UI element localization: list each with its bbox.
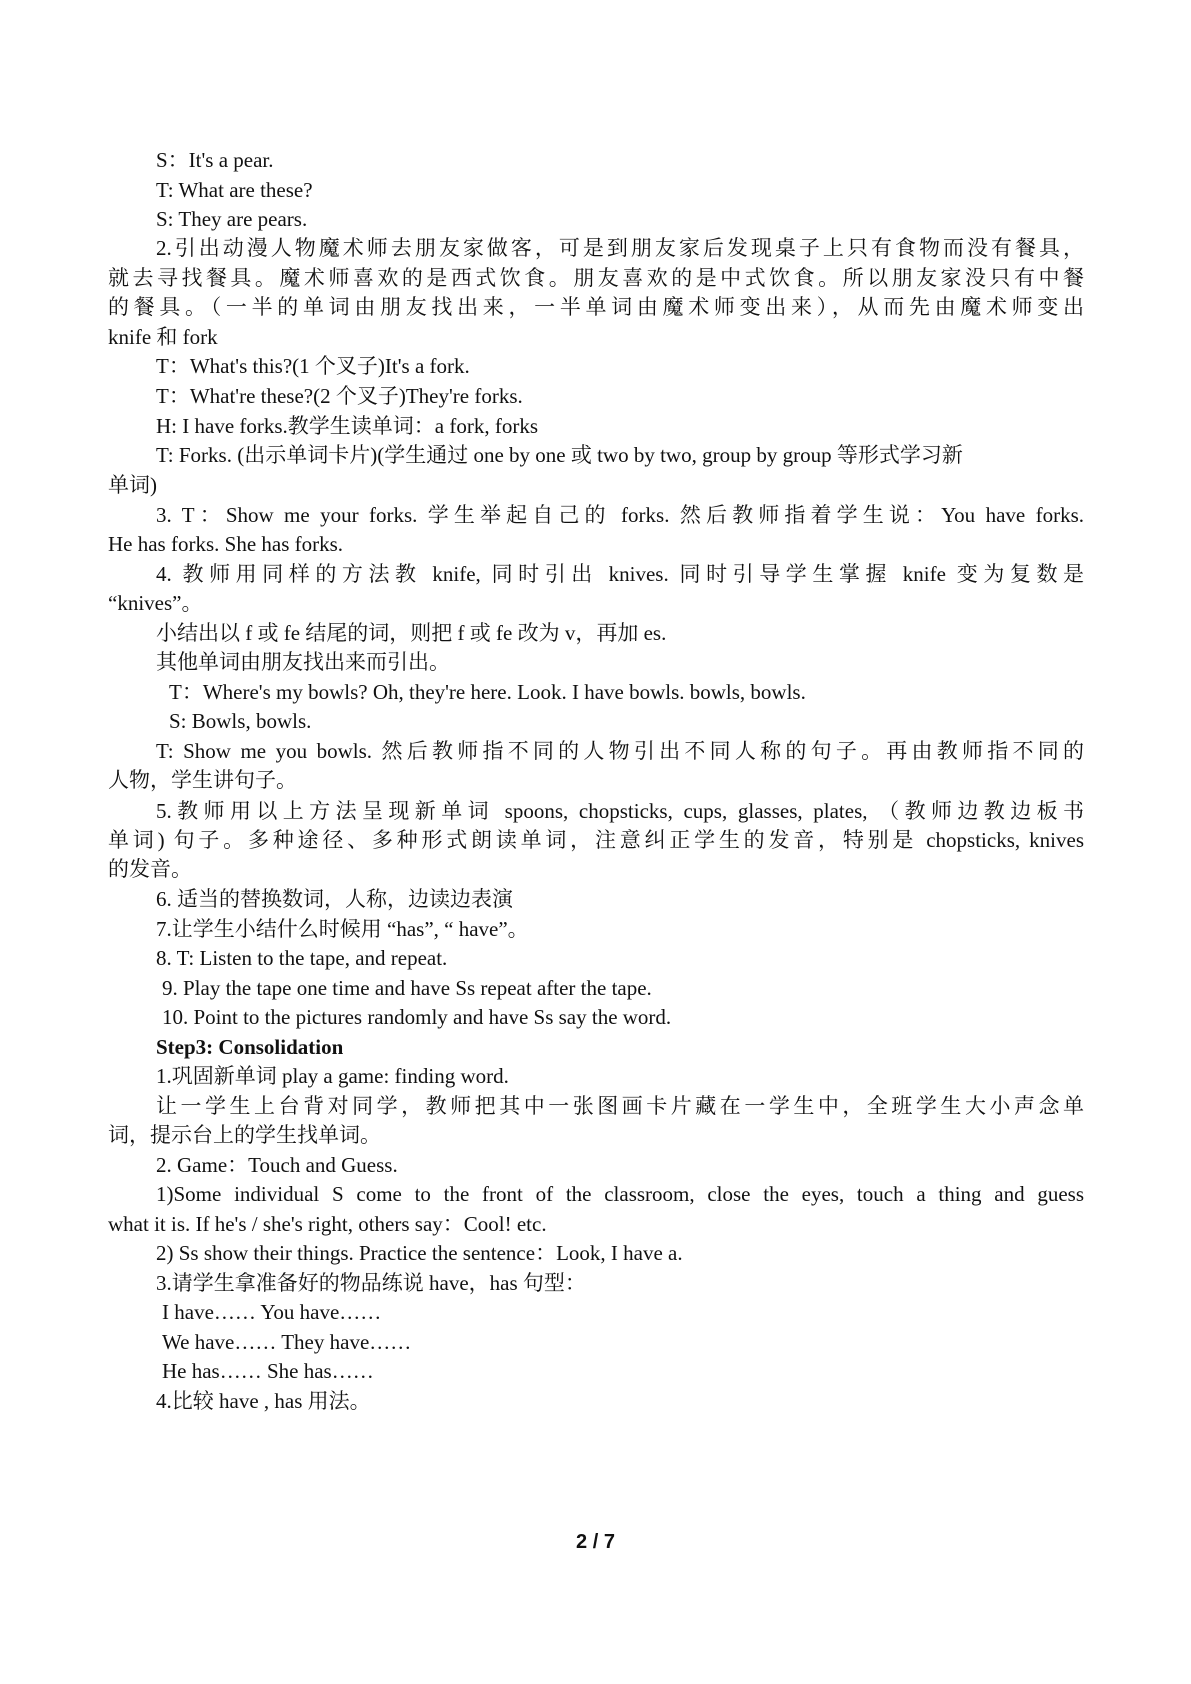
text-line: 4. 教师用同样的方法教 knife, 同时引出 knives. 同时引导学生掌握 knife 变为复数是 <box>156 562 1084 586</box>
text-line: T：Where's my bowls? Oh, they're here. Look. I have bowls. bowls, bowls. <box>169 680 806 704</box>
text-line: 2.引出动漫人物魔术师去朋友家做客，可是到朋友家后发现桌子上只有食物而没有餐具， <box>156 236 1084 260</box>
text-line: what it is. If he's / she's right, others say：Cool! etc. <box>108 1212 547 1236</box>
text-line: 3.请学生拿准备好的物品练说 have，has 句型： <box>156 1271 586 1295</box>
page-number: 2 / 7 <box>576 1531 615 1553</box>
text-line: T: What are these? <box>156 178 313 202</box>
text-line: S：It's a pear. <box>156 148 274 172</box>
text-line: 的餐具。（一半的单词由朋友找出来，一半单词由魔术师变出来），从而先由魔术师变出 <box>108 295 1084 319</box>
text-line: 的发音。 <box>108 857 192 881</box>
text-line: T：What's this?(1 个叉子)It's a fork. <box>156 354 470 378</box>
text-line: 其他单词由朋友找出来而引出。 <box>156 650 450 674</box>
text-line: He has forks. She has forks. <box>108 532 344 556</box>
text-line: H: I have forks.教学生读单词：a fork, forks <box>156 414 539 438</box>
text-line: 单词) 句子。多种途径、多种形式朗读单词，注意纠正学生的发音，特别是 chopsticks, knives <box>108 828 1084 852</box>
text-line: 5.教师用以上方法呈现新单词 spoons, chopsticks, cups, glasses, plates, （教师边教边板书 <box>156 799 1084 823</box>
text-line: 2) Ss show their things. Practice the sentence：Look, I have a. <box>156 1241 683 1265</box>
text-line: 7.让学生小结什么时候用 “has”, “ have”。 <box>156 917 529 941</box>
text-line: We have…… They have…… <box>162 1330 412 1354</box>
text-line: 1.巩固新单词 play a game: finding word. <box>156 1064 509 1088</box>
text-line: S: They are pears. <box>156 207 308 231</box>
text-line: I have…… You have…… <box>162 1300 382 1324</box>
text-line: T: Show me you bowls. 然后教师指不同的人物引出不同人称的句子。再由教师指不同的 <box>156 739 1084 763</box>
text-line: 8. T: Listen to the tape, and repeat. <box>156 946 448 970</box>
text-line: knife 和 fork <box>108 325 218 349</box>
text-line: T：What're these?(2 个叉子)They're forks. <box>156 384 523 408</box>
text-line: 4.比较 have , has 用法。 <box>156 1389 371 1413</box>
text-line: S: Bowls, bowls. <box>169 709 312 733</box>
text-line: “knives”。 <box>108 591 203 615</box>
text-line: 让一学生上台背对同学，教师把其中一张图画卡片藏在一学生中，全班学生大小声念单 <box>156 1094 1084 1118</box>
text-line: 10. Point to the pictures randomly and have Ss say the word. <box>162 1005 672 1029</box>
text-line: T: Forks. (出示单词卡片)(学生通过 one by one 或 two by two, group by group 等形式学习新 <box>156 443 963 467</box>
text-line: 9. Play the tape one time and have Ss repeat after the tape. <box>162 976 652 1000</box>
text-line: 词，提示台上的学生找单词。 <box>108 1123 381 1147</box>
text-line: 单词) <box>108 473 157 497</box>
text-line: 1)Some individual S come to the front of the classroom, close the eyes, touch a thing and guess <box>156 1182 1084 1206</box>
section-heading: Step3: Consolidation <box>156 1035 344 1059</box>
text-line: He has…… She has…… <box>162 1359 374 1383</box>
text-line: 6. 适当的替换数词，人称，边读边表演 <box>156 887 513 911</box>
text-line: 3. T：Show me your forks. 学生举起自己的 forks. 然后教师指着学生说：You have forks. <box>156 503 1084 527</box>
text-line: 人物，学生讲句子。 <box>108 768 297 792</box>
text-line: 就去寻找餐具。魔术师喜欢的是西式饮食。朋友喜欢的是中式饮食。所以朋友家没只有中餐 <box>108 266 1084 290</box>
text-line: 2. Game：Touch and Guess. <box>156 1153 398 1177</box>
text-line: 小结出以 f 或 fe 结尾的词，则把 f 或 fe 改为 v，再加 es. <box>156 621 667 645</box>
